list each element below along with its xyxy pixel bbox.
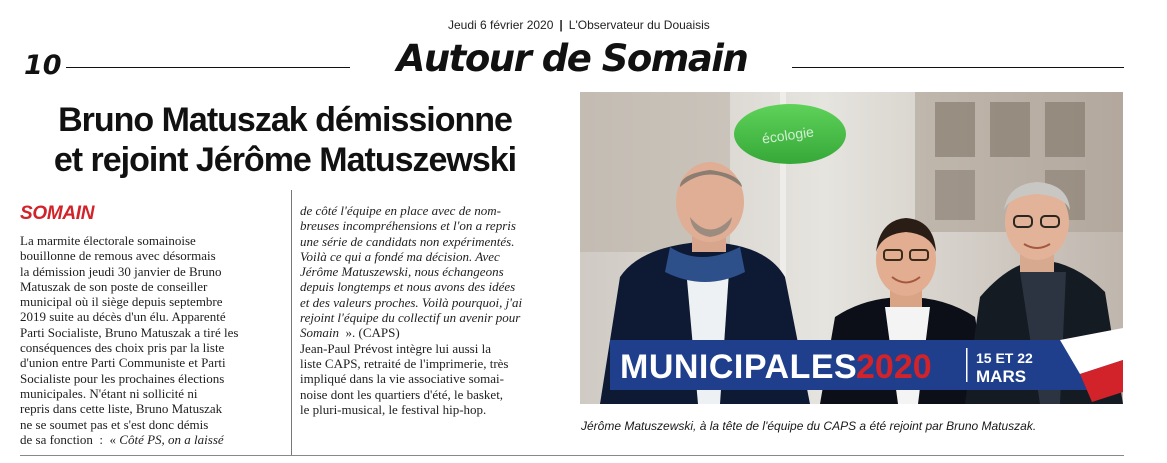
quote-end-line bbox=[300, 325, 572, 340]
text-line: bouillonne de remous avec désormais bbox=[20, 248, 216, 264]
window-pane bbox=[990, 102, 1030, 157]
text-line bbox=[20, 432, 282, 447]
dateline-separator: | bbox=[559, 18, 563, 32]
text-line: municipal où il siège depuis septembre bbox=[20, 294, 223, 310]
quote-line: et des valeurs proches. Voilà pourquoi, j'ai bbox=[300, 294, 523, 310]
text-line: la démission jeudi 30 janvier de Bruno bbox=[20, 263, 222, 279]
article-photo bbox=[580, 92, 1123, 404]
text-line: La marmite électorale somainoise bbox=[20, 233, 196, 248]
quote-line: rejoint l'équipe du collectif un avenir pour bbox=[300, 310, 521, 326]
banner-word: MUNICIPALES bbox=[620, 348, 858, 386]
article-column-1 bbox=[20, 233, 282, 447]
banner-divider bbox=[966, 348, 968, 382]
window-pane bbox=[935, 102, 975, 157]
bottom-rule bbox=[20, 455, 1124, 456]
photo-caption: Jérôme Matuszewski, à la tête de l'équipe du CAPS a été rejoint par Bruno Matuszak. bbox=[581, 419, 1037, 433]
window-sign-text: écologie bbox=[760, 123, 815, 147]
headline-line-1: Bruno Matuszak démissionne bbox=[58, 101, 512, 139]
photo-illustration bbox=[580, 92, 1123, 404]
header-rule-left bbox=[66, 67, 350, 68]
quote-fragment: Somain bbox=[300, 325, 339, 341]
article-column-2 bbox=[300, 203, 572, 417]
text-fragment: de sa fonction : « bbox=[20, 431, 120, 447]
text-line: ne se soumet pas et s'est donc démis bbox=[20, 416, 209, 432]
article-headline bbox=[20, 100, 550, 180]
text-line: municipales. N'étant ni sollicité ni bbox=[20, 385, 198, 401]
text-line: repris dans cette liste, Bruno Matuszak bbox=[20, 401, 223, 417]
quote-fragment: Côté PS, on a laissé bbox=[119, 431, 224, 447]
column-divider bbox=[291, 190, 292, 455]
text-line: 2019 suite au décès d'un élu. Apparenté bbox=[20, 309, 226, 325]
quote-line: une série de candidats non expérimentés. bbox=[300, 233, 515, 249]
text-line: le pluri-musical, le festival hip-hop. bbox=[300, 401, 487, 417]
text-line: impliqué dans la vie associative somai- bbox=[300, 371, 504, 387]
text-line: conséquences des choix pris par la liste bbox=[20, 340, 225, 356]
window-pane bbox=[1045, 102, 1085, 157]
quote-line: de côté l'équipe en place avec de nom- bbox=[300, 203, 501, 218]
dateline bbox=[448, 18, 710, 32]
text-line: Parti Socialiste, Bruno Matuszak a tiré les bbox=[20, 324, 239, 340]
text-line: d'union entre Parti Communiste et Parti bbox=[20, 355, 226, 371]
header-rule-right bbox=[792, 67, 1124, 68]
banner-dates-line-2: MARS bbox=[976, 367, 1027, 386]
headline-line-2: et rejoint Jérôme Matuszewski bbox=[53, 141, 517, 179]
text-line: Socialiste pour les prochaines élections bbox=[20, 370, 225, 386]
issue-date: Jeudi 6 février 2020 bbox=[448, 18, 554, 32]
text-line: Jean-Paul Prévost intègre lui aussi la bbox=[300, 340, 491, 356]
text-line: Matuszak de son poste de conseiller bbox=[20, 278, 208, 294]
quote-line: breuses incompréhensions et l'on a repris bbox=[300, 218, 516, 234]
section-title: Autour de Somain bbox=[396, 37, 748, 80]
quote-line: Jérôme Matuszewski, nous échangeons bbox=[300, 264, 504, 280]
banner-year: 2020 bbox=[856, 348, 932, 386]
text-line: liste CAPS, retraité de l'imprimerie, très bbox=[300, 355, 509, 371]
page-number: 10 bbox=[24, 50, 62, 81]
banner-dates-line-1: 15 ET 22 bbox=[976, 350, 1033, 366]
window-pane bbox=[935, 170, 975, 220]
text-fragment: ». (CAPS) bbox=[339, 325, 400, 341]
location-kicker: SOMAIN bbox=[20, 203, 95, 224]
text-line: noise dont les quartiers d'été, le basket, bbox=[300, 386, 504, 402]
quote-line: Voilà ce qui a fondé ma décision. Avec bbox=[300, 248, 500, 264]
publication-name: L'Observateur du Douaisis bbox=[568, 18, 710, 32]
quote-line: depuis longtemps et nous avons des idées bbox=[300, 279, 516, 295]
